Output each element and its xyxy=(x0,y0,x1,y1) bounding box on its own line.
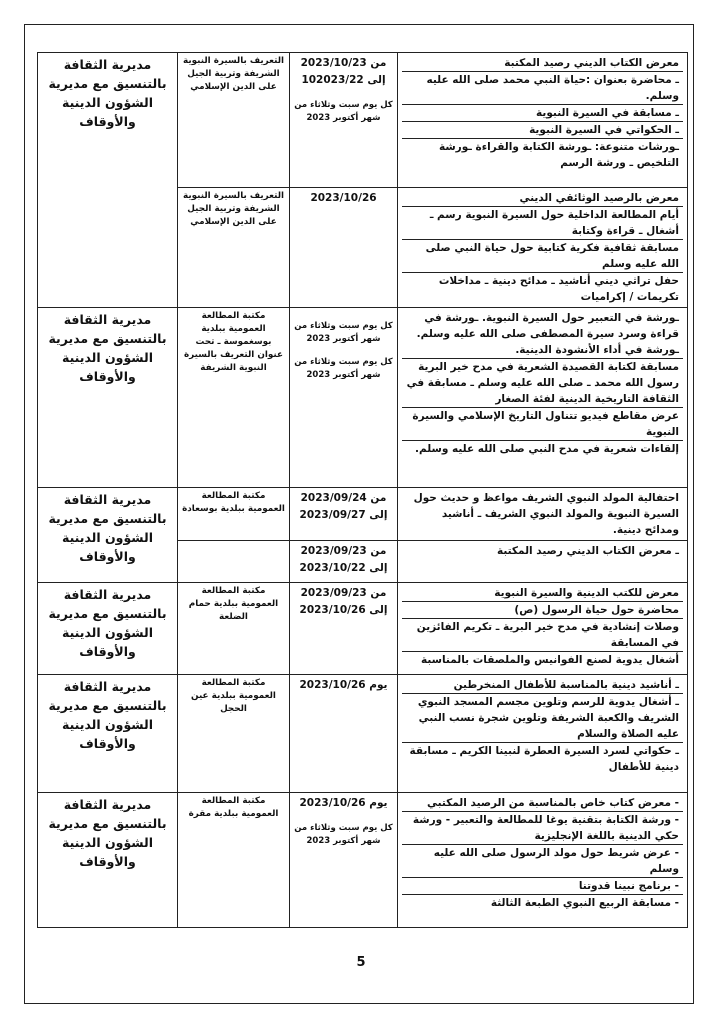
date-line: كل يوم سبت وثلاثاء من شهر أكتوبر 2023 xyxy=(294,823,393,846)
activity-item: معرض الكتاب الديني رصيد المكتبة xyxy=(402,55,683,72)
organizer-cell xyxy=(38,583,178,675)
goal-cell xyxy=(178,308,290,488)
date-line: من 2023/09/23 xyxy=(300,587,387,599)
activities-cell xyxy=(398,488,688,541)
activity-item: معرض للكتب الدينية والسيرة النبوية xyxy=(402,585,683,602)
activity-item: مسابقة لكتابة القصيدة الشعرية في مدح خير البرية رسول الله محمد ـ صلى الله عليه وسلم ـ مسابقة في الثقافة التاريخية الدينية لفئة الصغار xyxy=(402,359,683,408)
goal-text: التعريف بالسيرة النبوية الشريفة وتربية الجيل على الدين الإسلامي xyxy=(182,191,285,227)
goal-cell xyxy=(178,488,290,541)
schedule-row xyxy=(38,793,688,928)
activity-item: مسابقة ثقافية فكرية كتابية حول حياة النبي صلى الله عليه وسلم xyxy=(402,240,683,273)
organizer-text: مديرية الثقافة بالتنسيق مع مديرية الشؤون الدينية والأوقاف xyxy=(48,57,167,129)
activity-item: - ورشة الكتابة بتقنية يوغا للمطالعة والتعبير - ورشة حكي الدينية باللغة الإنجليزية xyxy=(402,812,683,845)
goal-text: مكتبة المطالعة العمومية ببلدية حمام الضلعة xyxy=(188,586,279,622)
goal-cell xyxy=(178,53,290,188)
date-line: إلى 2023/09/27 xyxy=(299,509,388,521)
date-cell xyxy=(290,53,398,188)
goal-cell xyxy=(178,583,290,675)
organizer-cell xyxy=(38,488,178,583)
schedule-row xyxy=(38,583,688,675)
organizer-text: مديرية الثقافة بالتنسيق مع مديرية الشؤون الدينية والأوقاف xyxy=(48,797,167,869)
organizer-cell xyxy=(38,53,178,308)
date-cell xyxy=(290,675,398,793)
date-cell xyxy=(290,308,398,488)
activities-cell xyxy=(398,308,688,488)
activities-cell xyxy=(398,583,688,675)
activity-item: ـ محاضرة بعنوان :حياة النبي محمد صلى الله عليه وسلم. xyxy=(402,72,683,105)
schedule-row xyxy=(38,308,688,488)
organizer-text: مديرية الثقافة بالتنسيق مع مديرية الشؤون الدينية والأوقاف xyxy=(48,587,167,659)
activity-item: - برنامج نبينا قدوتنا xyxy=(402,878,683,895)
goal-cell xyxy=(178,188,290,308)
activities-cell xyxy=(398,793,688,928)
activities-cell xyxy=(398,541,688,583)
date-line: من 2023/09/24 xyxy=(300,492,387,504)
activity-item: ـ حكواتي لسرد السيرة العطرة لنبينا الكريم ـ مسابقة دينية للأطفال xyxy=(409,745,679,773)
activity-item: ـ أناشيد دينية بالمناسبة للأطفال المنخرطين xyxy=(402,677,683,694)
activity-item: أشغال يدوية لصنع الفوانيس والملصقات بالمناسبة xyxy=(421,654,679,666)
organizer-cell xyxy=(38,793,178,928)
date-line: إلى 2023/10/26 xyxy=(299,604,388,616)
date-line: إلى 2023/10/22 xyxy=(299,562,388,574)
date-line: إلى 102023/22 xyxy=(301,74,386,86)
schedule-table xyxy=(37,52,688,928)
organizer-cell xyxy=(38,308,178,488)
organizer-text: مديرية الثقافة بالتنسيق مع مديرية الشؤون الدينية والأوقاف xyxy=(48,492,167,564)
goal-cell xyxy=(178,675,290,793)
goal-text: التعريف بالسيرة النبوية الشريفة وتربية الجيل على الدين الإسلامي xyxy=(182,56,285,92)
goal-text: مكتبة المطالعة العمومية ببلدية بوسعادة xyxy=(182,491,285,514)
schedule-row xyxy=(38,675,688,793)
date-line: كل يوم سبت وثلاثاء من شهر أكتوبر 2023 xyxy=(294,357,393,380)
goal-cell xyxy=(178,541,290,583)
date-line: من 2023/09/23 xyxy=(300,545,387,557)
activity-item: وصلات إنشادية في مدح خير البرية ـ تكريم الفائزين في المسابقة xyxy=(402,619,683,652)
goal-text: مكتبة المطالعة العمومية ببلدية بوسغموسة ـ تحت عنوان التعريف بالسيرة النبوية الشريفة xyxy=(183,311,283,373)
schedule-row xyxy=(38,488,688,541)
goal-text: مكتبة المطالعة العمومية ببلدية مقرة xyxy=(188,796,279,819)
date-cell xyxy=(290,488,398,541)
activity-item: - معرض كتاب خاص بالمناسبة من الرصيد المكتبي xyxy=(402,795,683,812)
date-line: يوم 2023/10/26 xyxy=(299,797,388,809)
goal-text: مكتبة المطالعة العمومية ببلدية عين الحجل xyxy=(191,678,276,714)
activities-cell xyxy=(398,675,688,793)
organizer-text: مديرية الثقافة بالتنسيق مع مديرية الشؤون الدينية والأوقاف xyxy=(48,679,167,751)
activity-item: ـورشات متنوعة: ـورشة الكتابة والقراءة ـورشة التلخيص ـ ورشة الرسم xyxy=(438,141,679,169)
organizer-text: مديرية الثقافة بالتنسيق مع مديرية الشؤون الدينية والأوقاف xyxy=(48,312,167,384)
activity-item: - عرض شريط حول مولد الرسول صلى الله عليه وسلم xyxy=(402,845,683,878)
date-cell xyxy=(290,583,398,675)
activity-item: ـورشة في التعبير حول السيرة النبوية. ـورشة في قراءة وسرد سيرة المصطفى صلى الله عليه وسلم. ـورشة في أداء الأنشودة الدينية. xyxy=(402,310,683,359)
activity-item: - مسابقة الربيع النبوي الطبعة الثالثة xyxy=(490,897,679,909)
activity-item: حفل تراثي ديني أناشيد ـ مدائح دينية ـ مداخلات تكريمات / إكراميات xyxy=(438,275,679,303)
activity-item: أيام المطالعة الداخلية حول السيرة النبوية رسم ـ أشغال ـ قراءة وكتابة xyxy=(402,207,683,240)
activity-item: ـ مسابقة في السيرة النبوية xyxy=(402,105,683,122)
organizer-cell xyxy=(38,675,178,793)
date-line: من 2023/10/23 xyxy=(300,57,387,69)
activities-cell xyxy=(398,188,688,308)
activity-item: محاضرة حول حياة الرسول (ص) xyxy=(402,602,683,619)
activity-item: إلقاءات شعرية في مدح النبي صلى الله عليه وسلم. xyxy=(415,443,679,455)
date-line: 2023/10/26 xyxy=(310,192,377,204)
activity-item: ـ الحكواتي في السيرة النبوية xyxy=(402,122,683,139)
date-cell xyxy=(290,793,398,928)
date-line: يوم 2023/10/26 xyxy=(299,679,388,691)
activity-item: معرض بالرصيد الوثائقي الديني xyxy=(402,190,683,207)
date-cell xyxy=(290,541,398,583)
schedule-row xyxy=(38,53,688,188)
activities-cell xyxy=(398,53,688,188)
date-cell xyxy=(290,188,398,308)
page-number: 5 xyxy=(356,955,366,970)
activity-item: عرض مقاطع فيديو تتناول التاريخ الإسلامي والسيرة النبوية xyxy=(402,408,683,441)
activity-item: ـ معرض الكتاب الديني رصيد المكتبة xyxy=(496,545,679,557)
activity-item: احتفالية المولد النبوي الشريف مواعظ و حديث حول السيرة النبوية والمولد النبوي الشريف ـ أناشيد ومدائح دينية. xyxy=(413,492,679,536)
goal-cell xyxy=(178,793,290,928)
date-line: كل يوم سبت وثلاثاء من شهر أكتوبر 2023 xyxy=(294,321,393,344)
date-line: كل يوم سبت وثلاثاء من شهر أكتوبر 2023 xyxy=(294,100,393,123)
activity-item: ـ أشغال يدوية للرسم وتلوين مجسم المسجد النبوي الشريف والكعبة الشريفة وتلوين شجرة نسب النبي عليه الصلاة والسلام xyxy=(402,694,683,743)
